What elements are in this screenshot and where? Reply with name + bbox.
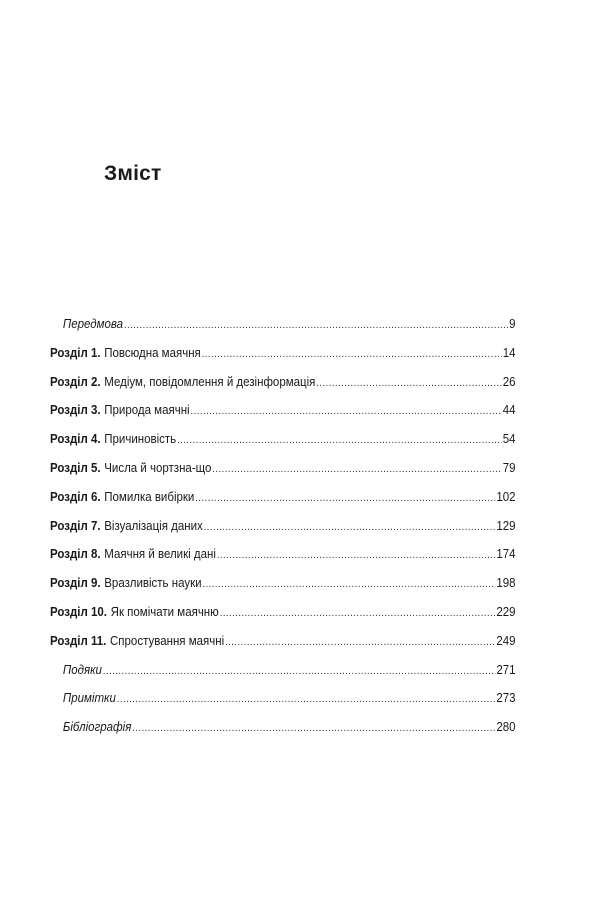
toc-entry-preface[interactable]	[50, 314, 516, 343]
toc-entry-page: 9	[509, 317, 516, 331]
toc-entry-chapter-9[interactable]	[50, 573, 516, 602]
dot-leader	[132, 719, 495, 739]
toc-entry-page: 229	[496, 604, 516, 619]
toc-entry-label: Розділ 9.	[50, 576, 101, 591]
dot-leader	[202, 345, 502, 365]
toc-entry-label: Розділ 8.	[50, 547, 101, 562]
page-title: Зміст	[104, 162, 162, 185]
toc-entry-chapter-11[interactable]	[50, 631, 516, 660]
toc-entry-title: Примітки	[62, 691, 116, 706]
table-of-contents	[50, 314, 516, 746]
toc-entry-label: Розділ 1.	[50, 345, 101, 360]
toc-entry-label: Розділ 4.	[50, 432, 101, 447]
dot-leader	[316, 374, 501, 394]
dot-leader	[124, 316, 508, 336]
toc-entry-page: 14	[502, 345, 516, 360]
toc-entry-title: Причиновість	[104, 432, 177, 447]
toc-entry-chapter-6[interactable]	[50, 487, 516, 516]
toc-entry-page: 273	[496, 691, 516, 706]
toc-entry-title: Як помічати маячню	[110, 604, 219, 619]
toc-entry-page: 54	[502, 432, 516, 447]
toc-entry-page: 44	[502, 403, 516, 418]
toc-entry-title: Подяки	[62, 662, 102, 677]
dot-leader	[225, 633, 495, 653]
dot-leader	[191, 402, 502, 422]
toc-entry-title: Спростування маячні	[110, 633, 225, 648]
toc-entry-page: 79	[502, 460, 516, 475]
toc-entry-label: Розділ 7.	[50, 518, 101, 533]
dot-leader	[217, 546, 496, 566]
toc-entry-page: 280	[496, 720, 516, 735]
toc-entry-chapter-2[interactable]	[50, 372, 516, 401]
dot-leader	[177, 431, 502, 451]
toc-entry-label: Розділ 3.	[50, 403, 101, 418]
toc-entry-chapter-7[interactable]	[50, 516, 516, 545]
toc-entry-page: 271	[496, 662, 516, 677]
toc-entry-chapter-10[interactable]	[50, 602, 516, 631]
toc-entry-title: Медіум, повідомлення й дезінформація	[104, 374, 316, 389]
toc-entry-title: Передмова	[62, 317, 124, 331]
dot-leader	[103, 662, 496, 682]
dot-leader	[212, 460, 501, 480]
toc-entry-label: Розділ 2.	[50, 374, 101, 389]
toc-entry-page: 174	[496, 547, 516, 562]
toc-entry-title: Помилка вибірки	[104, 489, 195, 504]
toc-entry-acknowledgements[interactable]	[50, 660, 516, 689]
toc-entry-chapter-1[interactable]	[50, 343, 516, 372]
dot-leader	[202, 575, 495, 595]
toc-entry-title: Числа й чортзна-що	[104, 460, 212, 475]
toc-entry-notes[interactable]	[50, 688, 516, 717]
dot-leader	[220, 604, 496, 624]
toc-entry-chapter-5[interactable]	[50, 458, 516, 487]
toc-entry-page: 129	[496, 518, 516, 533]
toc-entry-title: Бібліографія	[62, 720, 132, 735]
toc-entry-page: 249	[496, 633, 516, 648]
toc-entry-label: Розділ 5.	[50, 460, 101, 475]
toc-entry-label: Розділ 10.	[50, 604, 107, 619]
toc-entry-page: 198	[496, 576, 516, 591]
toc-entry-chapter-3[interactable]	[50, 400, 516, 429]
toc-entry-chapter-8[interactable]	[50, 544, 516, 573]
toc-entry-chapter-4[interactable]	[50, 429, 516, 458]
toc-entry-page: 26	[502, 374, 516, 389]
dot-leader	[117, 690, 496, 710]
toc-entry-label: Розділ 6.	[50, 489, 101, 504]
toc-entry-label: Розділ 11.	[50, 633, 107, 648]
dot-leader	[195, 489, 495, 509]
dot-leader	[204, 518, 496, 538]
toc-entry-page: 102	[496, 489, 516, 504]
toc-entry-title: Візуалізація даних	[104, 518, 203, 533]
toc-entry-title: Повсюдна маячня	[104, 345, 201, 360]
toc-entry-bibliography[interactable]	[50, 717, 516, 746]
toc-entry-title: Маячня й великі дані	[104, 547, 216, 562]
toc-entry-title: Природа маячні	[104, 403, 190, 418]
toc-entry-title: Вразливість науки	[104, 576, 202, 591]
